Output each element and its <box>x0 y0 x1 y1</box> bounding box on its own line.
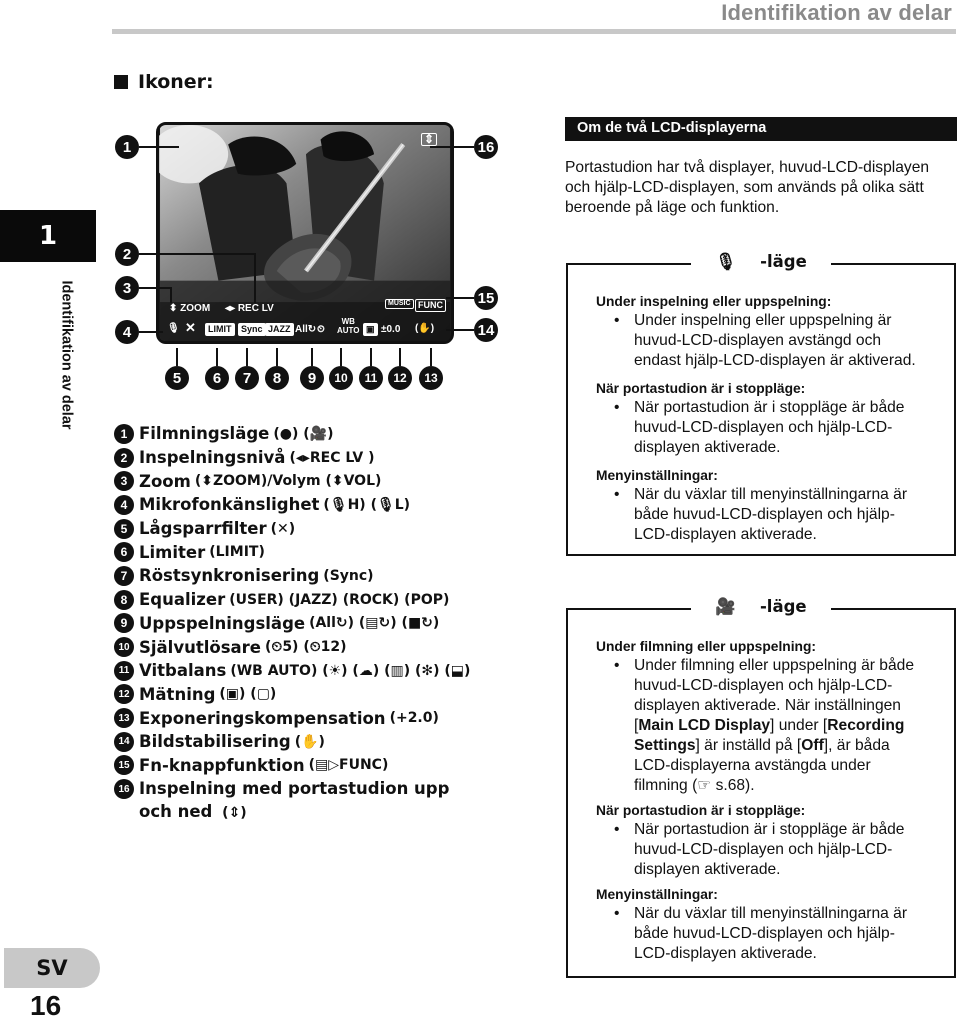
list-item-number: 16 <box>114 779 134 799</box>
lcd-low-cut-icon: ✕ <box>185 320 196 335</box>
list-item <box>114 777 474 825</box>
callout-4: 4 <box>115 320 139 344</box>
lcd-stabilizer-icon: (✋) <box>415 323 435 334</box>
list-item-number: 14 <box>114 732 134 752</box>
leader-line-2v <box>254 253 256 303</box>
list-item-number: 11 <box>114 661 134 681</box>
leader-line-3h <box>139 287 171 289</box>
section-heading <box>114 71 214 93</box>
lcd-sync-text: Sync <box>238 323 266 336</box>
list-item-number: 4 <box>114 495 134 515</box>
list-item-symbols: (✋) <box>294 733 325 750</box>
lcd-wb-auto-text: AUTO <box>337 326 360 335</box>
video-camera-icon: 🎥 <box>703 597 748 616</box>
leader-line-15 <box>446 297 474 299</box>
list-item <box>114 635 474 659</box>
lcd-rec-level-indicator: ◂▸ REC LV <box>225 303 274 314</box>
list-item <box>114 446 474 470</box>
leader-line-9 <box>311 348 313 366</box>
leader-line-12 <box>399 348 401 366</box>
callout-14: 14 <box>474 318 498 342</box>
list-item <box>114 588 474 612</box>
leader-line-5 <box>176 348 178 366</box>
callout-9: 9 <box>300 366 324 390</box>
list-item <box>114 706 474 730</box>
list-item-label: Bildstabilisering <box>139 732 291 752</box>
chapter-side-title-text: Identifikation av delar <box>59 280 76 430</box>
leader-line-2h <box>139 253 255 255</box>
callout-16: 16 <box>474 135 498 159</box>
lcd-sync-indicator <box>238 323 266 336</box>
leader-line-3v <box>170 287 172 303</box>
heading-square-icon <box>114 75 128 89</box>
list-item-label: Mätning <box>139 684 216 704</box>
lcd-music-text: MUSIC <box>385 299 414 309</box>
list-item-label: Självutlösare <box>139 637 261 657</box>
callout-7: 7 <box>235 366 259 390</box>
page-number: 16 <box>30 990 62 1021</box>
box2-bullet-1-part: ] under [ <box>770 717 828 734</box>
list-item <box>114 469 474 493</box>
leader-line-1 <box>139 146 179 148</box>
lcd-limit-text: LIMIT <box>205 323 235 336</box>
lcd-limit-indicator <box>205 323 235 336</box>
box2-bullet-1 <box>596 656 926 796</box>
lcd-screen-illustration <box>156 122 454 344</box>
list-item-symbols: (USER) (JAZZ) (ROCK) (POP) <box>229 591 450 608</box>
list-item-label: Limiter <box>139 542 206 562</box>
box2-bullet-1-part: ] är inställd på [ <box>695 737 802 754</box>
box2-bullet-1-part: Under filmning eller uppspelning är både huvud-LCD-displayen och hjälp-LCD-displayen aktiverade. När inställningen [ <box>634 657 914 734</box>
list-item-symbols: (⇕) <box>222 805 247 822</box>
box1-label-2: När portastudion är i stoppläge: <box>596 381 806 396</box>
lcd-eq-indicator <box>265 323 294 336</box>
mic-mode-box <box>566 252 956 556</box>
box2-bullet-1-part: ], är båda LCD-displayerna avstängda under filmning (☞ s.68). <box>634 737 890 794</box>
callout-13: 13 <box>419 366 443 390</box>
recording-settings-keyword: Recording Settings <box>634 717 905 754</box>
list-item-label: Röstsynkronisering <box>139 566 320 586</box>
mic-icon: 🎙 <box>703 252 748 271</box>
callout-1: 1 <box>115 135 139 159</box>
list-item <box>114 730 474 754</box>
list-item-label: Inspelning med portastudion upp och ned <box>139 779 450 822</box>
list-item-symbols: (WB AUTO) (☀) (☁) (▥) (✻) (⬓) <box>230 662 471 679</box>
video-mode-title-text: -läge <box>748 597 819 616</box>
callout-15: 15 <box>474 286 498 310</box>
lcd-zoom-text: ZOOM <box>180 303 211 314</box>
callout-5: 5 <box>165 366 189 390</box>
list-item <box>114 540 474 564</box>
lcd-func-text: FUNC <box>415 299 446 312</box>
list-item-label: Lågsparrfilter <box>139 519 267 539</box>
callout-6: 6 <box>205 366 229 390</box>
list-item-number: 10 <box>114 637 134 657</box>
main-lcd-display-keyword: Main LCD Display <box>638 717 771 734</box>
section-heading-text: Ikoner: <box>138 71 214 93</box>
callout-3: 3 <box>115 276 139 300</box>
list-item <box>114 683 474 707</box>
lcd-func-indicator <box>415 299 446 312</box>
list-item-number: 3 <box>114 471 134 491</box>
list-item-label: Inspelningsnivå <box>139 448 286 468</box>
list-item-symbols: (+2.0) <box>389 710 439 727</box>
list-item <box>114 754 474 778</box>
list-item-number: 2 <box>114 448 134 468</box>
list-item-number: 12 <box>114 684 134 704</box>
list-item <box>114 517 474 541</box>
mic-mode-title-text: -läge <box>748 252 819 271</box>
list-item-symbols: (Sync) <box>323 567 374 584</box>
list-item <box>114 422 474 446</box>
list-item-symbols: (▤▷FUNC) <box>308 757 389 774</box>
lcd-music-indicator <box>385 297 414 309</box>
leader-line-4 <box>139 331 163 333</box>
lcd-play-mode-indicator: All↻ <box>295 324 317 335</box>
leader-line-8 <box>276 348 278 366</box>
leader-line-13 <box>430 348 432 366</box>
list-item-label: Equalizer <box>139 590 226 610</box>
list-item-number: 6 <box>114 542 134 562</box>
mic-mode-title <box>568 252 954 272</box>
list-item-number: 5 <box>114 519 134 539</box>
callout-2: 2 <box>115 242 139 266</box>
off-keyword: Off <box>801 737 824 754</box>
header-rule <box>112 29 956 34</box>
list-item <box>114 493 474 517</box>
list-item-number: 8 <box>114 590 134 610</box>
list-item <box>114 612 474 636</box>
lcd-metering-icon: ▣ <box>363 323 378 336</box>
leader-line-7 <box>246 348 248 366</box>
lcd-eq-text: JAZZ <box>265 323 294 336</box>
callout-8: 8 <box>265 366 289 390</box>
list-item-symbols: (●) (🎥) <box>273 425 334 442</box>
lcd-self-timer-icon: ⏲ <box>317 324 325 335</box>
list-item-symbols: (▣) (▢) <box>219 686 277 703</box>
lcd-zoom-indicator: ⬍ ZOOM <box>169 303 211 314</box>
callout-10: 10 <box>329 366 353 390</box>
list-item-number: 15 <box>114 755 134 775</box>
box2-label-1: Under filmning eller uppspelning: <box>596 639 816 654</box>
list-item-symbols: (All↻) (▤↻) (■↻) <box>309 615 440 632</box>
chapter-side-title <box>52 265 82 445</box>
leader-line-6 <box>216 348 218 366</box>
callout-12: 12 <box>388 366 412 390</box>
list-item-label: Vitbalans <box>139 661 227 681</box>
box2-bullet-2: • När portastudion är i stoppläge är både huvud-LCD-displayen och hjälp-LCD-displayen aktiverade. <box>596 820 926 880</box>
lcd-exposure-indicator: ±0.0 <box>381 324 401 335</box>
list-item-symbols: (LIMIT) <box>209 544 265 561</box>
video-mode-title <box>568 597 954 617</box>
list-item-symbols: (◂▸REC LV ) <box>289 449 375 466</box>
box1-bullet-3: • När du växlar till menyinställningarna är både huvud-LCD-displayen och hjälp-LCD-displayen aktiverade. <box>596 485 926 545</box>
lcd-wb-indicator <box>337 317 360 335</box>
leader-line-10 <box>340 348 342 366</box>
list-item-label-wrap <box>139 777 474 825</box>
lcd-wb-text: WB <box>341 317 355 326</box>
list-item-label: Zoom <box>139 471 191 491</box>
lcd-mic-sensitivity-icon: 🎙 <box>167 323 180 334</box>
box1-bullet-2: • När portastudion är i stoppläge är både huvud-LCD-displayen och hjälp-LCD-displayen aktiverade. <box>596 398 926 458</box>
list-item-number: 9 <box>114 613 134 633</box>
callout-11: 11 <box>359 366 383 390</box>
language-tab: SV <box>4 948 100 988</box>
box1-label-1: Under inspelning eller uppspelning: <box>596 294 832 309</box>
feature-list <box>114 422 474 825</box>
list-item-symbols: (⏲5) (⏲12) <box>265 639 347 656</box>
list-item-label: Filmningsläge <box>139 424 270 444</box>
leader-line-14 <box>446 329 474 331</box>
box1-bullet-1: • Under inspelning eller uppspelning är huvud-LCD-displayen avstängd och endast hjälp-LCD-displayen är aktiverad. <box>596 311 926 371</box>
lcd-rec-level-text: REC LV <box>237 303 274 314</box>
upside-down-rec-icon: ⇕ <box>421 133 437 147</box>
lcd-section-heading: Om de två LCD-displayerna <box>565 117 957 141</box>
box1-label-3: Menyinställningar: <box>596 468 718 483</box>
list-item-symbols: (⬍ZOOM)/Volym (⬍VOL) <box>194 473 382 490</box>
list-item-number: 7 <box>114 566 134 586</box>
lcd-play-mode-text: All <box>295 324 308 335</box>
leader-line-16 <box>430 146 474 148</box>
list-item-symbols: (🎙H) (🎙L) <box>323 496 411 513</box>
intro-paragraph: Portastudion har två displayer, huvud-LCD-displayen och hjälp-LCD-displayen, som används på olika sätt beroende på läge och funktion. <box>565 159 930 216</box>
list-item <box>114 659 474 683</box>
list-item-number: 1 <box>114 424 134 444</box>
chapter-tab: 1 <box>0 210 96 262</box>
list-item-number: 13 <box>114 708 134 728</box>
list-item <box>114 564 474 588</box>
box2-label-3: Menyinställningar: <box>596 887 718 902</box>
list-item-symbols: (✕) <box>270 520 296 537</box>
list-item-label: Mikrofonkänslighet <box>139 495 320 515</box>
leader-line-11 <box>370 348 372 366</box>
page-header-title: Identifikation av delar <box>721 0 952 25</box>
list-item-label: Uppspelningsläge <box>139 613 306 633</box>
video-mode-box <box>566 597 956 978</box>
list-item-label: Exponeringskompensation <box>139 708 386 728</box>
box2-label-2: När portastudion är i stoppläge: <box>596 803 806 818</box>
box2-bullet-3: • När du växlar till menyinställningarna är både huvud-LCD-displayen och hjälp-LCD-displayen aktiverade. <box>596 904 926 964</box>
list-item-label: Fn-knappfunktion <box>139 755 305 775</box>
